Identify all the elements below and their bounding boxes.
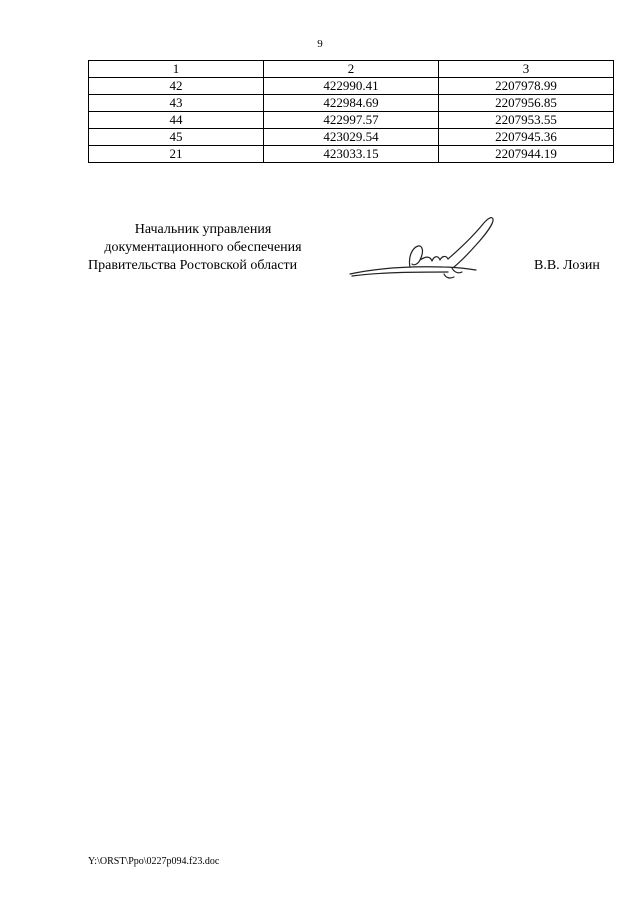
signer-title-line: документационного обеспечения bbox=[104, 240, 302, 255]
table-cell: 2207944.19 bbox=[439, 146, 614, 163]
table-row bbox=[89, 78, 614, 95]
table-header-cell: 3 bbox=[439, 61, 614, 78]
handwritten-signature bbox=[348, 212, 508, 287]
signer-title-line: Правительства Ростовской области bbox=[88, 258, 298, 273]
table-header-row bbox=[89, 61, 614, 78]
table-cell: 422997.57 bbox=[264, 112, 439, 129]
table-cell: 44 bbox=[89, 112, 264, 129]
table-row bbox=[89, 112, 614, 129]
signer-title-block bbox=[88, 221, 318, 275]
table-cell: 422984.69 bbox=[264, 95, 439, 112]
table-cell: 42 bbox=[89, 78, 264, 95]
signer-title-line: Начальник управления bbox=[134, 222, 272, 237]
table-cell: 423029.54 bbox=[264, 129, 439, 146]
table-header-cell: 1 bbox=[89, 61, 264, 78]
signer-name: В.В. Лозин bbox=[534, 258, 600, 273]
file-path: Y:\ORST\Ppo\0227p094.f23.doc bbox=[88, 856, 220, 867]
table-cell: 2207978.99 bbox=[439, 78, 614, 95]
table-cell: 2207953.55 bbox=[439, 112, 614, 129]
table-header-cell: 2 bbox=[264, 61, 439, 78]
table-cell: 423033.15 bbox=[264, 146, 439, 163]
coordinates-table bbox=[88, 60, 614, 163]
table-cell: 2207956.85 bbox=[439, 95, 614, 112]
table-row bbox=[89, 129, 614, 146]
table-row bbox=[89, 95, 614, 112]
table-cell: 45 bbox=[89, 129, 264, 146]
table-cell: 2207945.36 bbox=[439, 129, 614, 146]
table-row bbox=[89, 146, 614, 163]
table-cell: 422990.41 bbox=[264, 78, 439, 95]
table-cell: 21 bbox=[89, 146, 264, 163]
page-number: 9 bbox=[317, 38, 323, 50]
table-cell: 43 bbox=[89, 95, 264, 112]
